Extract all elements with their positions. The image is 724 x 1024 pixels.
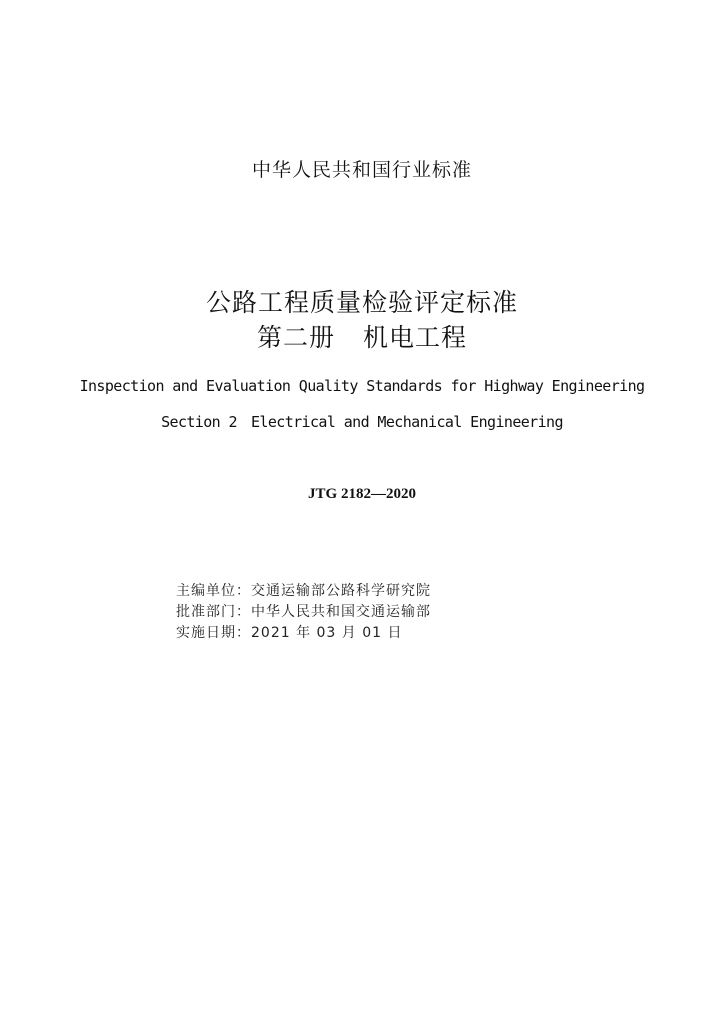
english-title: Inspection and Evaluation Quality Standards for Highway Engineering [79,377,645,395]
chinese-volume-name: 机电工程 [363,323,468,352]
approver-row [176,602,431,623]
english-section-title [0,413,724,431]
date-value: 2021 年 03 月 01 日 [251,625,403,641]
chinese-volume-title [0,318,724,354]
publication-info [176,581,431,644]
chinese-title: 公路工程质量检验评定标准 [205,288,518,317]
editor-label: 主编单位： [176,583,251,599]
english-section-number: Section 2 [161,413,237,431]
editor-value: 交通运输部公路科学研究院 [251,583,431,599]
date-row [176,623,431,644]
editor-row [176,581,431,602]
industry-standard-heading: 中华人民共和国行业标准 [251,159,472,181]
approver-label: 批准部门： [176,604,251,620]
date-label: 实施日期： [176,625,251,641]
standard-code: JTG 2182—2020 [308,486,416,502]
approver-value: 中华人民共和国交通运输部 [251,604,431,620]
english-section-name: Electrical and Mechanical Engineering [250,413,563,431]
chinese-volume-number: 第二册 [256,323,335,352]
